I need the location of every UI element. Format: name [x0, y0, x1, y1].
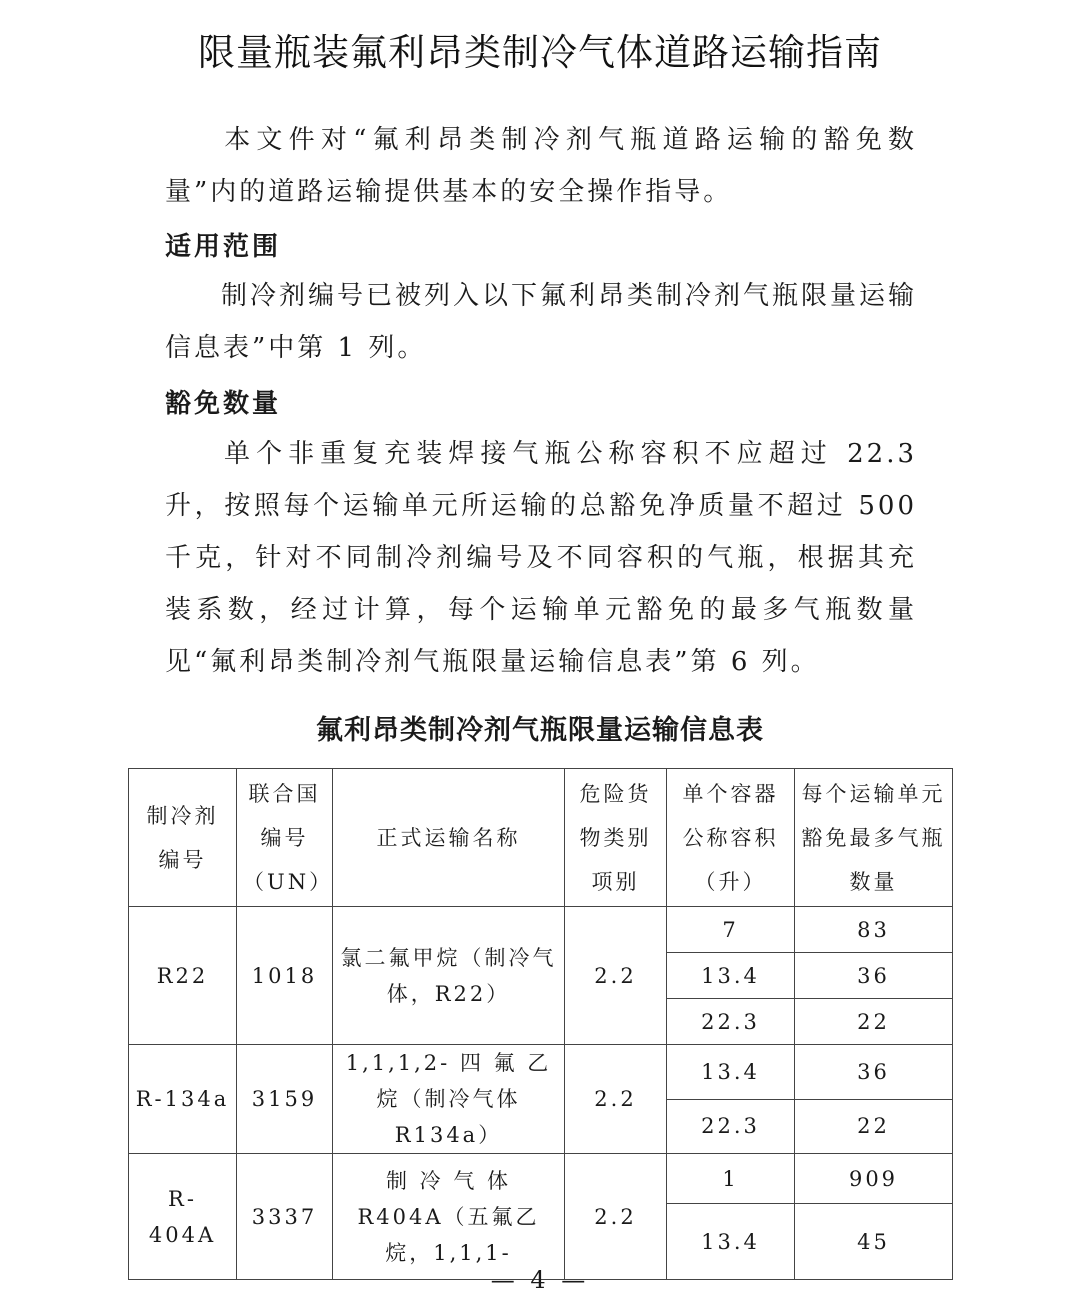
table-row [129, 1154, 953, 1204]
cell-volume: 1 [667, 1154, 795, 1204]
cell-volume: 22.3 [667, 1099, 795, 1154]
refrigerant-info-table [128, 768, 953, 1280]
cell-max-cylinders: 22 [795, 1099, 953, 1154]
cell-max-cylinders: 909 [795, 1154, 953, 1204]
cell-un-number: 1018 [237, 907, 333, 1045]
cell-hazard-class: 2.2 [565, 907, 667, 1045]
intro-text: 本文件对“氟利昂类制冷剂气瓶道路运输的豁免数量”内的道路运输提供基本的安全操作指导。 [165, 125, 917, 207]
header-max-cylinders: 每个运输单元豁免最多气瓶数量 [795, 769, 953, 907]
exemption-text: 单个非重复充装焊接气瓶公称容积不应超过 22.3 升，按照每个运输单元所运输的总豁免净质量不超过 500 千克，针对不同制冷剂编号及不同容积的气瓶，根据其充装系数，经过计算，每个运输单元豁免的最多气瓶数量见“氟利昂类制冷剂气瓶限量运输信息表”第 6 列。 [165, 439, 917, 677]
cell-max-cylinders: 45 [795, 1204, 953, 1280]
cell-un-number: 3337 [237, 1154, 333, 1280]
table-title: 氟利昂类制冷剂气瓶限量运输信息表 [316, 715, 764, 746]
header-refrigerant: 制冷剂编号 [129, 769, 237, 907]
header-shipping-name: 正式运输名称 [333, 769, 565, 907]
table-row [129, 907, 953, 953]
cell-refrigerant: R22 [129, 907, 237, 1045]
scope-heading: 适用范围 [165, 232, 282, 262]
cell-hazard-class: 2.2 [565, 1154, 667, 1280]
exemption-heading: 豁免数量 [165, 389, 282, 419]
page-number: — 4 — [490, 1266, 590, 1294]
cell-volume: 13.4 [667, 953, 795, 999]
scope-text: 制冷剂编号已被列入以下氟利昂类制冷剂气瓶限量运输信息表”中第 1 列。 [165, 281, 918, 363]
header-hazard-class: 危险货物类别项别 [565, 769, 667, 907]
cell-shipping-name: 制 冷 气 体 R404A（五氟乙烷，1,1,1- [333, 1154, 565, 1280]
cell-refrigerant: R-404A [129, 1154, 237, 1280]
cell-max-cylinders: 36 [795, 953, 953, 999]
intro-paragraph [165, 114, 917, 218]
table-row [129, 1045, 953, 1100]
cell-volume: 13.4 [667, 1045, 795, 1100]
cell-un-number: 3159 [237, 1045, 333, 1154]
cell-max-cylinders: 36 [795, 1045, 953, 1100]
document-title: 限量瓶装氟利昂类制冷气体道路运输指南 [198, 31, 882, 74]
table-header-row [129, 769, 953, 907]
header-container-volume: 单个容器公称容积（升） [667, 769, 795, 907]
scope-paragraph [165, 270, 917, 374]
cell-shipping-name: 氯二氟甲烷（制冷气体，R22） [333, 907, 565, 1045]
exemption-paragraph [165, 428, 917, 688]
cell-volume: 22.3 [667, 999, 795, 1045]
header-un-number: 联合国编号（UN） [237, 769, 333, 907]
cell-volume: 13.4 [667, 1204, 795, 1280]
cell-max-cylinders: 83 [795, 907, 953, 953]
cell-refrigerant: R-134a [129, 1045, 237, 1154]
cell-hazard-class: 2.2 [565, 1045, 667, 1154]
cell-shipping-name: 1,1,1,2- 四 氟 乙 烷（制冷气体 R134a） [333, 1045, 565, 1154]
cell-max-cylinders: 22 [795, 999, 953, 1045]
cell-volume: 7 [667, 907, 795, 953]
